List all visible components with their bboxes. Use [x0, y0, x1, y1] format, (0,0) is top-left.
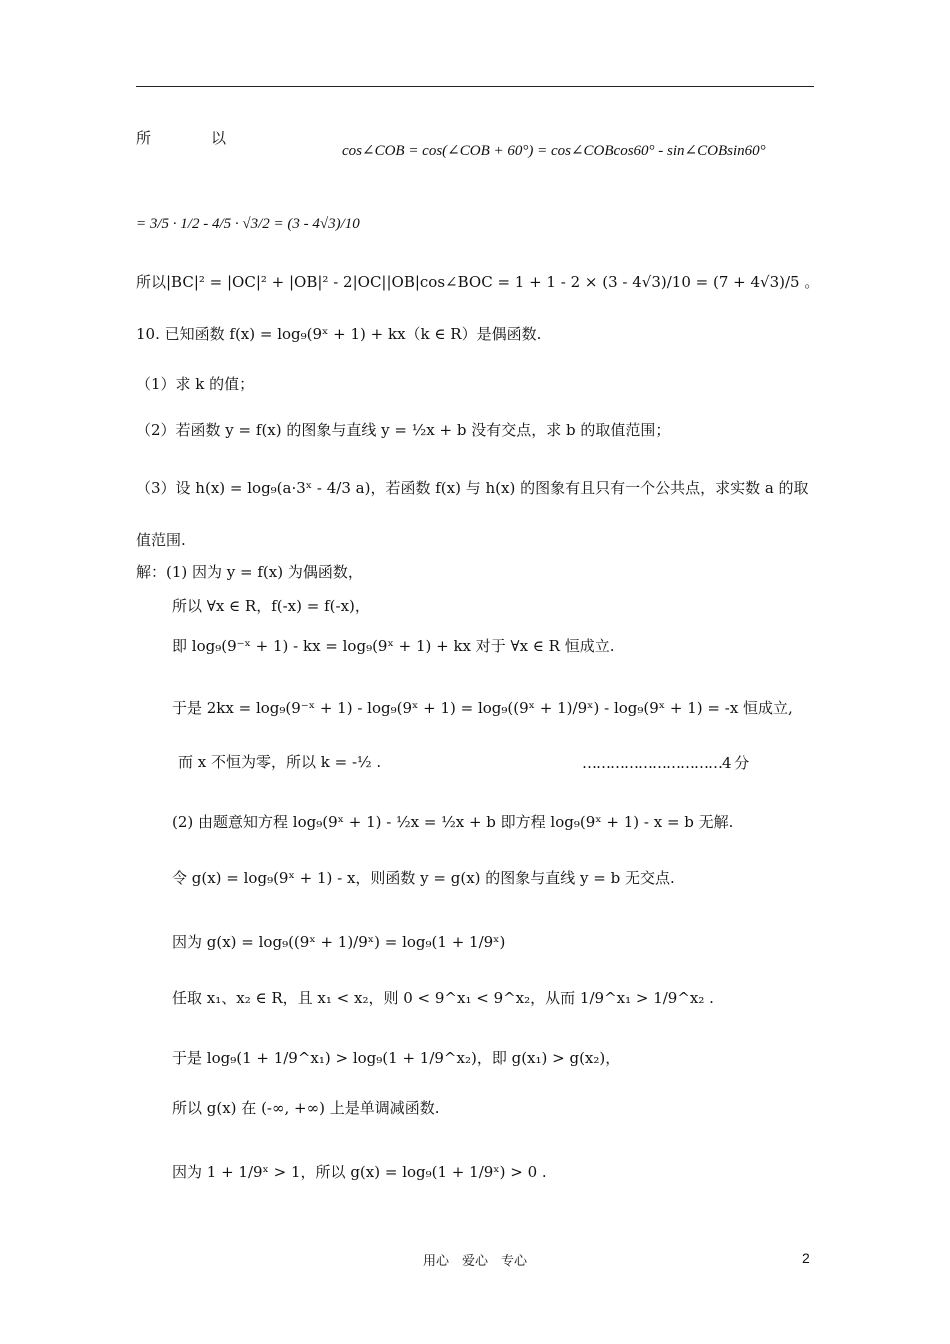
text-line: 于是 2kx = log₉(9⁻ˣ + 1) - log₉(9ˣ + 1) = log₉((9ˣ + 1)/9ˣ) - log₉(9ˣ + 1) = -x 恒成立,	[172, 699, 793, 717]
text-line: 任取 x₁、x₂ ∈ R，且 x₁ < x₂，则 0 < 9^x₁ < 9^x₂，从而 1/9^x₁ > 1/9^x₂ .	[172, 989, 714, 1007]
score-mark: …………………………4 分	[582, 754, 749, 772]
text-line: 而 x 不恒为零，所以 k = -½ .	[178, 753, 382, 771]
text-line: （2）若函数 y = f(x) 的图象与直线 y = ½x + b 没有交点，求 b 的取值范围；	[136, 421, 671, 439]
page-footer: 用心 爱心 专心	[422, 1254, 527, 1269]
text-line: 令 g(x) = log₉(9ˣ + 1) - x，则函数 y = g(x) 的图象与直线 y = b 无交点.	[172, 869, 675, 887]
text-line: cos∠COB = cos(∠COB + 60°) = cos∠COBcos60° - sin∠COBsin60°	[342, 143, 766, 159]
text-line: 即 log₉(9⁻ˣ + 1) - kx = log₉(9ˣ + 1) + kx 对于 ∀x ∈ R 恒成立.	[172, 637, 615, 655]
text-line: 值范围.	[136, 531, 186, 549]
text-line: 解：(1) 因为 y = f(x) 为偶函数，	[136, 563, 363, 581]
header-rule	[136, 86, 814, 87]
text-line: 因为 1 + 1/9ˣ > 1，所以 g(x) = log₉(1 + 1/9ˣ) > 0 .	[172, 1163, 547, 1181]
text-line: 所以 g(x) 在 (-∞, +∞) 上是单调减函数.	[172, 1099, 440, 1117]
text-line: (2) 由题意知方程 log₉(9ˣ + 1) - ½x = ½x + b 即方程 log₉(9ˣ + 1) - x = b 无解.	[172, 813, 734, 831]
text-line: 于是 log₉(1 + 1/9^x₁) > log₉(1 + 1/9^x₂)，即 g(x₁) > g(x₂)，	[172, 1049, 621, 1067]
text-line: = 3/5 · 1/2 - 4/5 · √3/2 = (3 - 4√3)/10	[136, 216, 360, 232]
text-line: 10. 已知函数 f(x) = log₉(9ˣ + 1) + kx（k ∈ R）是偶函数.	[136, 325, 542, 343]
text-line: （3）设 h(x) = log₉(a·3ˣ - 4/3 a)，若函数 f(x) 与 h(x) 的图象有且只有一个公共点，求实数 a 的取	[136, 479, 809, 497]
text-line: 所以|BC|² = |OC|² + |OB|² - 2|OC||OB|cos∠BOC = 1 + 1 - 2 × (3 - 4√3)/10 = (7 + 4√3)/5 。	[136, 273, 820, 291]
text-line: 所 以	[136, 129, 227, 147]
page-number: 2	[802, 1250, 810, 1266]
text-line: 因为 g(x) = log₉((9ˣ + 1)/9ˣ) = log₉(1 + 1/9ˣ)	[172, 933, 506, 951]
text-line: （1）求 k 的值；	[136, 375, 255, 393]
text-line: 所以 ∀x ∈ R，f(-x) = f(-x)，	[172, 597, 370, 615]
